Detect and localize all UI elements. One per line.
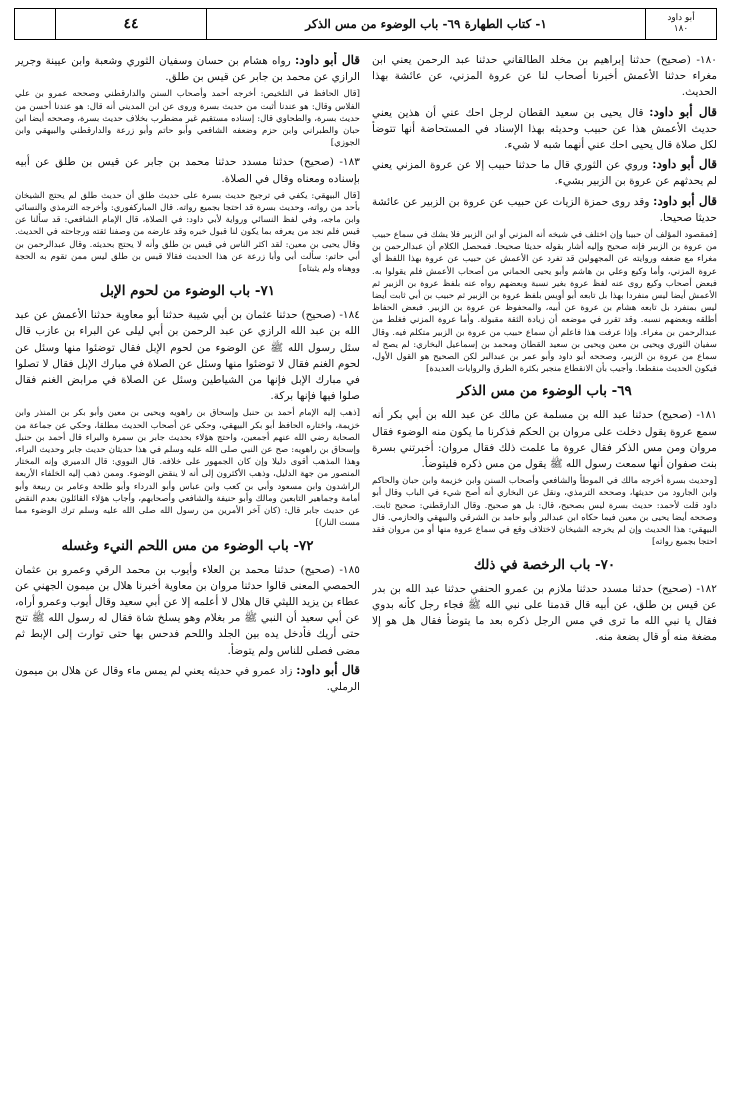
abu-dawud-comment-3 [372,193,717,226]
footnote-3: [قال الحافظ في التلخيص: أخرجه أحمد وأصحاب السنن والدارقطني وصححه عمرو بن علي الفلاس وقال: هو عندنا أثبت من حديث بسرة وروى عن ابن المديني أنه قال: هو عندنا أحسن من حديث بسرة، والطحاوي قال: إسناده مستقيم غير مضطرب بخلاف حديث بسرة، وصححه أيضا ابن حبان والطبراني وابن حزم وضعفه الشافعي وأبو حاتم وأبو زرعة والدارقطني والبيهقي وابن الجوزي] [15,89,360,149]
footnote-2: [وحديث بسرة أخرجه مالك في الموطأ والشافعي وأصحاب السنن وابن خزيمة وابن حبان والحاكم وابن الجارود من حديثها، وصححه الترمذي، ونقل عن البخاري أنه أصح شيء في الباب وقال أبو داود قلت لأحمد: حديث بسرة ليس بصحيح، قال: بل هو صحيح. وقال الدارقطني: صحيح ثابت. وصححه أيضا يحيى بن معين فيما حكاه ابن عبدالبر وأبو حامد بن الشرقي والبيهقي والحازمي. قال البيهقي: هذا الحديث وإن لم يخرجه الشيخان لاختلاف وقع في سماع عروة منها أو من مروان فقد احتجا بجميع رواته] [372,476,717,548]
chapter-72-heading: ٧٢- باب الوضوء من مس اللحم النيء وغسله [61,537,314,554]
running-header [14,8,717,40]
hadith-180: ١٨٠- (صحيح) حدثنا إبراهيم بن مخلد الطالقاني حدثنا عبد الرحمن يعني ابن مغراء حدثنا الأعمش أخبرنا أصحاب لنا عن عروة المزني، عن عائشة بهذا الحديث. [372,54,717,99]
abu-dawud-label: قال أبو داود: [652,157,717,172]
hadith-181: ١٨١- (صحيح) حدثنا عبد الله بن مسلمة عن مالك عن عبد الله بن أبي بكر أنه سمع عروة يقول دخلت على مروان بن الحكم فذكرنا ما يكون منه الوضوء فقال مروان ومن مس الذكر فقال عروة ما علمت ذلك فقال مروان: أخبرتني بسرة بنت صفوان أنها سمعت رسول الله ﷺ يقول من مس ذكره فليتوضأ. [372,409,717,471]
abu-dawud-label: قال أبو داود: [296,662,360,677]
abu-dawud-text: قال يحيى بن سعيد القطان لرجل احك عني أن هذين يعني حديث الأعمش هذا عن حبيب وحديثه بهذا الإسناد في المستحاضة أنها تتوضأ لكل صلاة قال يحيى احك عني أنهما شبه لا شيء. [372,106,717,152]
abu-dawud-label: قال أبو داود: [653,193,717,208]
hadith-185: ١٨٥- (صحيح) حدثنا محمد بن العلاء وأيوب بن محمد الرقي وعمرو بن عثمان الحمصي المعنى قالوا حدثنا مروان بن معاوية أخبرنا هلال بن ميمون الجهني عن عطاء بن يزيد الليثي قال هلال لا أعلمه إلا عن أبي سعيد وقال أيوب وعمرو أراه، عن أبي سعيد أن النبي ﷺ مر بغلام وهو يسلخ شاة فقال له رسول الله ﷺ تنح حتى أريك فأدخل يده بين الجلد واللحم فدحس بها حتى توارت إلى الإبط ثم مضى فصلى للناس ولم يتوضأ. [15,563,360,657]
header-book-cell [645,9,716,39]
header-blank-cell [15,9,55,39]
hadith-183: ١٨٣- (صحيح) حدثنا مسدد حدثنا محمد بن جابر عن قيس بن طلق عن أبيه بإسناده ومعناه وقال في الصلاة. [15,156,360,185]
chapter-69-heading: ٦٩- باب الوضوء من مس الذكر [457,383,632,400]
abu-dawud-comment-1 [372,104,717,154]
header-chapter-title: ١- كتاب الطهارة ٦٩- باب الوضوء من مس الذكر [206,9,645,39]
footnote-1: [فمقصود المؤلف أن حبيبا وإن اختلف في شيخه أنه المزني أو ابن الزبير فلا يشك في سماع حبيب من عروة بن الزبير فإنه صحيح وإليه أشار بقوله حديثا صحيحا. فمحصل الكلام أن عبدالرحمن بن مغراء مع ضعفه وروايته عن المجهولين قد تفرد عن الأعمش عن حبيب عن عروة بهذا اللفظ أي عروة المزني، وأما وكيع وعلي بن هاشم وأبو يحيى الحماني من أصحاب الأعمش فلم يقولوا به. فبعض أصحاب وكيع روى عنه لفظ عروة بغير نسبة وبعضهم رواه عنه بلفظ عروة بن الزبير ثم الأعمش أيضا ليس منفردا بهذا بل تابعه أبو أويس بلفظ عروة بن الزبير ثم حبيب بن أبي ثابت أيضا ليس بمنفرد بل تابعه هشام بن عروة عن أبيه، والمحفوظ عن عروة بن الزبير. فبعض الحفاظ أطلقه وبعضهم نسبه. وقد تقرر في موضعه أن زيادة الثقة مقبولة. وأما عروة المزني فغلط من عبدالرحمن بن مغراء. وإذا عرفت هذا فاعلم أن سماع حبيب من عروة بن الزبير متكلم فيه. وقال سفيان الثوري ويحيى بن معين ويحيى بن سعيد القطان ومحمد بن إسماعيل البخاري: لم يصح له سماع من عروة بن الزبير، وصححه أبو داود وأبو عمر بن عبدالبر لكن الصحيح هو القول الأول، فيكون الحديث منقطعا. وأجيب بأن الانقطاع منجبر بكثرة الطرق والروايات العديدة] [372,230,717,375]
abu-dawud-label: قال أبو داود: [649,104,717,119]
abu-dawud-text: وروي عن الثوري قال ما حدثنا حبيب إلا عن عروة المزني يعني لم يحدثهم عن عروة بن الزبير بشيء. [372,159,717,188]
page-number: ٤٤ [55,9,206,39]
abu-dawud-label: قال أبو داود: [294,53,360,67]
abu-dawud-comment-5 [15,662,360,695]
abu-dawud-text: زاد عمرو في حديثه يعني لم يمس ماء وقال عن هلال بن ميمون الرملي. [15,664,360,693]
header-book-label: أبو داود [667,13,695,23]
chapter-70-heading: ٧٠- باب الرخصة في ذلك [473,556,616,573]
chapter-71-heading: ٧١- باب الوضوء من لحوم الإبل [100,283,275,300]
footnote-5: [ذهب إليه الإمام أحمد بن حنبل وإسحاق بن راهويه ويحيى بن معين وأبو بكر بن المنذر وابن خزيمة، واختاره الحافظ أبو بكر البيهقي، وحكي عن أصحاب الحديث مطلقا، وحكي عن جماعة من الصحابة رضي الله عنهم أجمعين، واحتج هؤلاء بحديث جابر بن سمرة والبراء قال أحمد بن حنبل وإسحاق بن راهويه: صح عن النبي صلى الله عليه وسلم في هذا حديثان حديث جابر وحديث البراء، وهذا المذهب أقوى دليلا وإن كان الجمهور على خلافه. قال النووي: قال الدميري وإنه المختار المنصور من جهة الدليل، وذهب الأكثرون إلى أنه لا ينقض الوضوء. وممن ذهب إليه الخلفاء الأربعة الراشدون وابن مسعود وأبي بن كعب وابن عباس وأبو الدرداء وأبو طلحة وعامر بن ربيعة وأبو أمامة وجماهير التابعين ومالك وأبو حنيفة والشافعي وأصحابهم، وأجاب هؤلاء القائلون بعدم النقض عن حديث جابر قال: (كان آخر الأمرين من رسول الله صلى الله عليه وسلم ترك الوضوء مما مست النار)] [15,408,360,529]
footnote-4: [قال البيهقي: يكفي في ترجيح حديث بسرة على حديث طلق أن حديث طلق لم يحتج الشيخان بأحد من رواته، وحديث بسرة قد احتجا بجميع رواته. قال المباركفوري: وأخرجه الترمذي والنسائي وابن ماجه، وفي لفظ النسائي ورواية لأبي داود: في الصلاة، قال الإمام الشافعي: قد سألنا عن قيس فلم نجد من يعرفه بما يكون لنا قبول خبره وقد عارضه من وصفنا ثقته ورجاحته في الحديث. وقال يحيى بن معين: لقد اكثر الناس في قيس بن طلق وأنه لا يحتج بحديثه. وقال عبدالرحمن بن أبي حاتم: سألت أبي وأبا زرعة عن هذا الحديث فقالا قيس بن طلق ليس ممن تقوم به الحجة ووهناه ولم يثبتاه] [15,190,360,275]
abu-dawud-text: وقد روى حمزة الزيات عن حبيب عن عروة بن الزبير عن عائشة حديثا صحيحا. [372,195,717,224]
hadith-182: ١٨٢- (صحيح) حدثنا مسدد حدثنا ملازم بن عمرو الحنفي حدثنا عبد الله بن بدر عن قيس بن طلق، عن أبيه قال قدمنا على نبي الله ﷺ فجاء رجل كأنه بدوي فقال يا نبي الله ما ترى في مس الرجل ذكره بعد ما يتوضأ فقال هل هو إلا مضغة منه أو قال بضعة منه. [372,582,717,644]
left-column [15,52,360,1088]
abu-dawud-comment-4 [15,52,360,85]
hadith-184: ١٨٤- (صحيح) حدثنا عثمان بن أبي شيبة حدثنا أبو معاوية حدثنا الأعمش عن عبد الله بن عبد الله الرازي عن عبد الرحمن بن أبي ليلى عن البراء بن عازب قال سئل رسول الله ﷺ عن الوضوء من لحوم الإبل فقال توضئوا منها وسئل عن لحوم الغنم فقال لا توضئوا منها وسئل عن الصلاة في مبارك الإبل فقال لا تصلوا في مبارك الإبل فإنها من الشياطين وسئل عن الصلاة في مرابض الغنم فقال صلوا فيها فإنها بركة. [15,309,360,403]
header-book-page: ١٨٠ [673,24,689,34]
right-column [372,52,717,1088]
abu-dawud-text: رواه هشام بن حسان وسفيان الثوري وشعبة وابن عيينة وجرير الرازي عن محمد بن جابر عن قيس بن طلق. [15,55,360,84]
abu-dawud-comment-2 [372,156,717,189]
text-columns [14,52,717,1088]
